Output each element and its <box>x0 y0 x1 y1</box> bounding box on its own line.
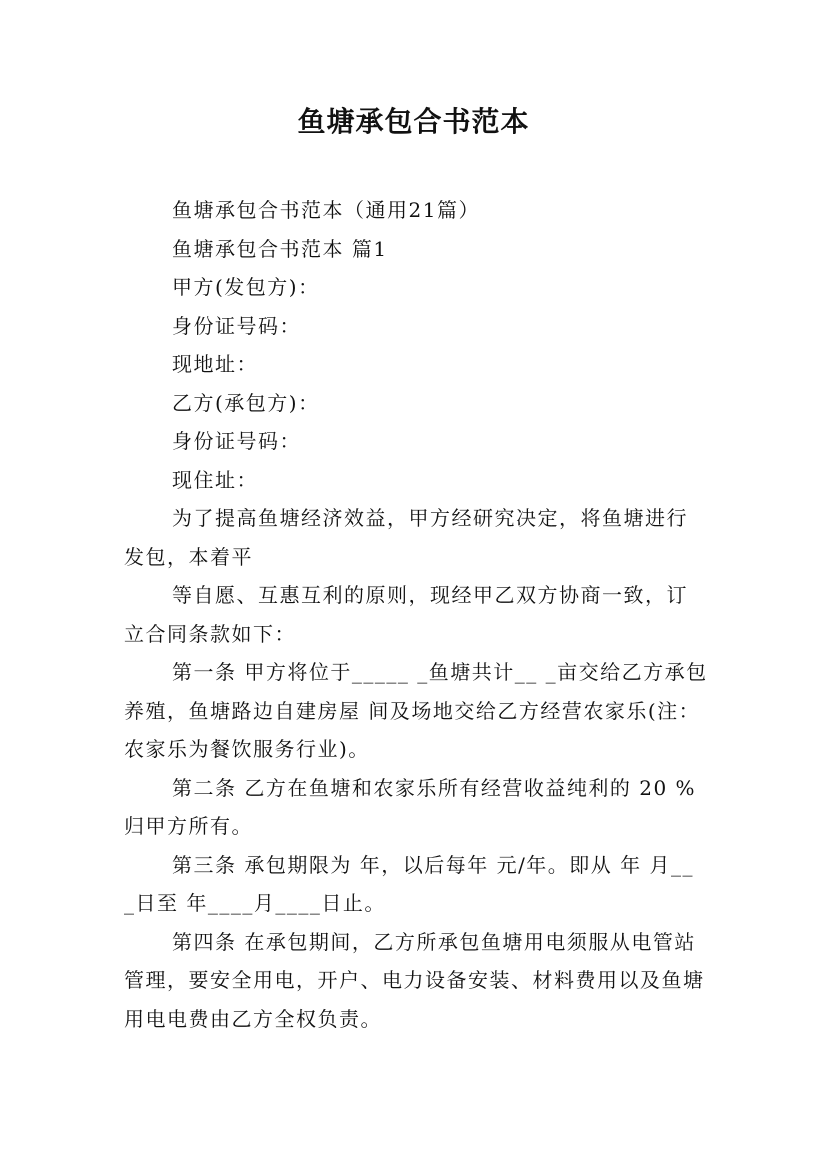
paragraph-clause-1: 第一条 甲方将位于_____ _鱼塘共计__ _亩交给乙方承包养殖，鱼塘路边自建房屋 间及场地交给乙方经营农家乐(注：农家乐为餐饮服务行业)。 <box>124 660 708 761</box>
document-title: 鱼塘承包合书范本 <box>297 105 530 138</box>
paragraph-party-a-id: 身份证号码： <box>172 313 301 338</box>
paragraph-clause-4: 第四条 在承包期间，乙方所承包鱼塘用电须服从电管站管理，要安全用电，开户、电力设备安装、材料费用以及鱼塘用电电费由乙方全权负责。 <box>124 929 705 1031</box>
paragraph-party-a: 甲方(发包方)： <box>172 275 320 299</box>
paragraph-party-b-id: 身份证号码： <box>172 429 301 453</box>
paragraph-article-number: 鱼塘承包合书范本 篇1 <box>172 236 388 261</box>
paragraph-heading-collection: 鱼塘承包合书范本（通用21篇） <box>172 198 480 222</box>
paragraph-intro-1: 为了提高鱼塘经济效益，甲方经研究决定，将鱼塘进行发包，本着平 <box>124 506 688 569</box>
paragraph-party-b: 乙方(承包方)： <box>172 390 320 415</box>
document-body <box>124 191 709 1038</box>
paragraph-clause-2: 第二条 乙方在鱼塘和农家乐所有经营收益纯利的 20 %归甲方所有。 <box>124 775 697 838</box>
paragraph-clause-3: 第三条 承包期限为 年，以后每年 元/年。即从 年 月__ _日至 年____月____日止。 <box>124 852 695 915</box>
paragraph-intro-2: 等自愿、互惠互利的原则，现经甲乙双方协商一致，订立合同条款如下： <box>124 583 688 646</box>
paragraph-party-a-address: 现地址： <box>172 352 258 376</box>
paragraph-party-b-address: 现住址： <box>172 467 258 492</box>
